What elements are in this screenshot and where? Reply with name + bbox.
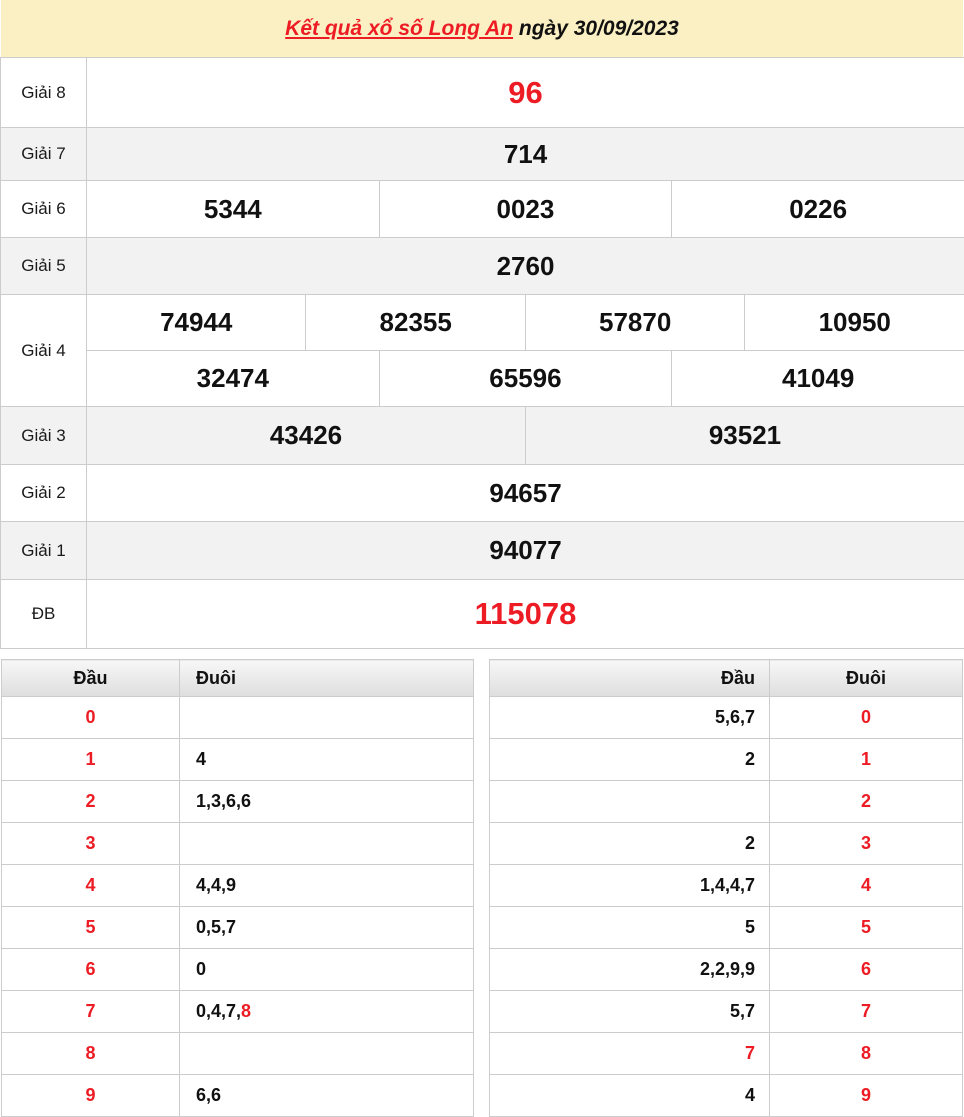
stats-left-row bbox=[2, 865, 474, 907]
duoi-values bbox=[180, 781, 474, 823]
stat-digits: 5,6,7 bbox=[715, 707, 755, 727]
prize-label: Giải 6 bbox=[1, 181, 87, 238]
prize-number: 43426 bbox=[87, 407, 526, 465]
prize-number: 10950 bbox=[745, 295, 964, 351]
stats-table-duoi-dau bbox=[489, 659, 963, 1117]
stats-right-row bbox=[490, 781, 963, 823]
prize-label: Giải 2 bbox=[1, 465, 87, 522]
prize-label: Giải 8 bbox=[1, 58, 87, 128]
duoi-digit: 3 bbox=[770, 823, 963, 865]
prize-label: ĐB bbox=[1, 580, 87, 649]
stats-right-row bbox=[490, 1075, 963, 1117]
prize-row bbox=[1, 295, 964, 351]
dau-digit: 7 bbox=[2, 991, 180, 1033]
dau-digit: 8 bbox=[2, 1033, 180, 1075]
prize-number: 82355 bbox=[306, 295, 525, 351]
prize-row bbox=[1, 522, 964, 580]
prize-row bbox=[1, 58, 964, 128]
duoi-values bbox=[180, 949, 474, 991]
prize-row bbox=[1, 351, 964, 407]
stats-right-row bbox=[490, 991, 963, 1033]
stat-digits: 4 bbox=[745, 1085, 755, 1105]
prize-number: 2760 bbox=[87, 238, 964, 295]
stat-digit-highlight: 7 bbox=[745, 1043, 755, 1063]
stat-digits: 4,4,9 bbox=[196, 875, 236, 895]
prize-number: 96 bbox=[87, 58, 964, 128]
stats-right-row bbox=[490, 697, 963, 739]
dau-digit: 3 bbox=[2, 823, 180, 865]
stats-left-row bbox=[2, 781, 474, 823]
prize-number: 41049 bbox=[672, 351, 964, 407]
prize-label: Giải 3 bbox=[1, 407, 87, 465]
prize-number: 94657 bbox=[87, 465, 964, 522]
prize-row bbox=[1, 128, 964, 181]
dau-digit: 6 bbox=[2, 949, 180, 991]
stats-right-dau-header: Đầu bbox=[490, 660, 770, 697]
prize-label: Giải 7 bbox=[1, 128, 87, 181]
stats-right-header-row bbox=[490, 660, 963, 697]
stats-left-dau-header: Đầu bbox=[2, 660, 180, 697]
stats-right-row bbox=[490, 865, 963, 907]
duoi-values bbox=[180, 697, 474, 739]
stat-digits: 4 bbox=[196, 749, 206, 769]
prize-row bbox=[1, 407, 964, 465]
stat-digits: 5 bbox=[745, 917, 755, 937]
stat-digits: 2 bbox=[745, 749, 755, 769]
prize-row bbox=[1, 580, 964, 649]
duoi-digit: 9 bbox=[770, 1075, 963, 1117]
dau-values bbox=[490, 1075, 770, 1117]
prize-number: 0023 bbox=[379, 181, 672, 238]
dau-digit: 2 bbox=[2, 781, 180, 823]
dau-digit: 5 bbox=[2, 907, 180, 949]
stats-section bbox=[0, 659, 964, 1117]
dau-values bbox=[490, 697, 770, 739]
prize-number: 74944 bbox=[87, 295, 306, 351]
prize-label: Giải 4 bbox=[1, 295, 87, 407]
dau-values bbox=[490, 991, 770, 1033]
duoi-digit: 4 bbox=[770, 865, 963, 907]
stat-digits: 1,3,6,6 bbox=[196, 791, 251, 811]
stats-left-row bbox=[2, 991, 474, 1033]
stats-right-row bbox=[490, 739, 963, 781]
dau-values bbox=[490, 781, 770, 823]
dau-values bbox=[490, 823, 770, 865]
duoi-digit: 1 bbox=[770, 739, 963, 781]
results-title-date: ngày 30/09/2023 bbox=[513, 17, 679, 41]
prize-number: 714 bbox=[87, 128, 964, 181]
prize-row bbox=[1, 465, 964, 522]
duoi-values bbox=[180, 1033, 474, 1075]
stats-left-row bbox=[2, 1033, 474, 1075]
stats-left-row bbox=[2, 949, 474, 991]
dau-values bbox=[490, 907, 770, 949]
prize-row bbox=[1, 238, 964, 295]
stat-digits: 1,4,4,7 bbox=[700, 875, 755, 895]
stats-left-duoi-header: Đuôi bbox=[180, 660, 474, 697]
prize-number: 5344 bbox=[87, 181, 380, 238]
dau-values bbox=[490, 1033, 770, 1075]
duoi-values bbox=[180, 991, 474, 1033]
stats-right-row bbox=[490, 1033, 963, 1075]
prize-number: 93521 bbox=[525, 407, 964, 465]
stats-left-row bbox=[2, 1075, 474, 1117]
dau-values bbox=[490, 739, 770, 781]
duoi-digit: 2 bbox=[770, 781, 963, 823]
stat-digits: 5,7 bbox=[730, 1001, 755, 1021]
prize-number: 0226 bbox=[672, 181, 964, 238]
duoi-values bbox=[180, 907, 474, 949]
prize-number: 32474 bbox=[87, 351, 380, 407]
stats-left-row bbox=[2, 823, 474, 865]
dau-values bbox=[490, 865, 770, 907]
stats-left-row bbox=[2, 697, 474, 739]
prize-number: 57870 bbox=[525, 295, 744, 351]
stats-left-row bbox=[2, 739, 474, 781]
prize-number: 115078 bbox=[87, 580, 964, 649]
results-title-link[interactable]: Kết quả xổ số Long An bbox=[285, 17, 513, 41]
duoi-digit: 8 bbox=[770, 1033, 963, 1075]
stats-right-row bbox=[490, 907, 963, 949]
stats-left-header-row bbox=[2, 660, 474, 697]
prize-row bbox=[1, 181, 964, 238]
duoi-values bbox=[180, 865, 474, 907]
dau-digit: 4 bbox=[2, 865, 180, 907]
duoi-digit: 6 bbox=[770, 949, 963, 991]
prize-label: Giải 1 bbox=[1, 522, 87, 580]
stats-left-row bbox=[2, 907, 474, 949]
stats-right-row bbox=[490, 823, 963, 865]
duoi-values bbox=[180, 823, 474, 865]
duoi-values bbox=[180, 1075, 474, 1117]
prize-label: Giải 5 bbox=[1, 238, 87, 295]
dau-digit: 9 bbox=[2, 1075, 180, 1117]
duoi-digit: 0 bbox=[770, 697, 963, 739]
prize-number: 65596 bbox=[379, 351, 672, 407]
duoi-digit: 7 bbox=[770, 991, 963, 1033]
stat-digits: 2,2,9,9 bbox=[700, 959, 755, 979]
stat-digits: 2 bbox=[745, 833, 755, 853]
stats-right-duoi-header: Đuôi bbox=[770, 660, 963, 697]
stat-digit-highlight: 8 bbox=[241, 1001, 251, 1021]
prize-results-table bbox=[0, 57, 964, 649]
stats-table-dau-duoi bbox=[1, 659, 474, 1117]
stat-digits: 0,4,7, bbox=[196, 1001, 241, 1021]
prize-number: 94077 bbox=[87, 522, 964, 580]
dau-digit: 1 bbox=[2, 739, 180, 781]
results-title-bar bbox=[1, 0, 963, 57]
stats-right-row bbox=[490, 949, 963, 991]
dau-values bbox=[490, 949, 770, 991]
duoi-digit: 5 bbox=[770, 907, 963, 949]
stat-digits: 0 bbox=[196, 959, 206, 979]
dau-digit: 0 bbox=[2, 697, 180, 739]
stat-digits: 6,6 bbox=[196, 1085, 221, 1105]
stat-digits: 0,5,7 bbox=[196, 917, 236, 937]
duoi-values bbox=[180, 739, 474, 781]
